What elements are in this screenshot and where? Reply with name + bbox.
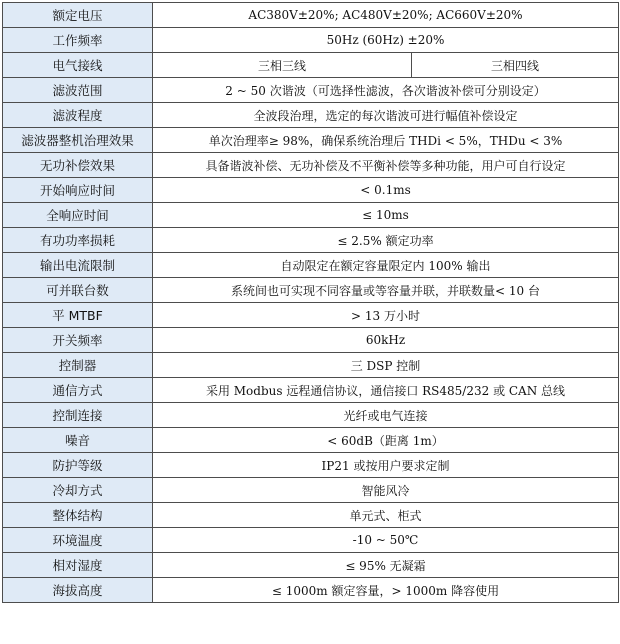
row-label: 噪音 [3,428,153,453]
table-row [3,203,619,228]
row-label: 控制连接 [3,403,153,428]
row-value: 智能风冷 [153,478,619,503]
row-label: 滤波范围 [3,78,153,103]
row-value: 系统间也可实现不同容量或等容量并联，并联数量< 10 台 [153,278,619,303]
row-label: 无功补偿效果 [3,153,153,178]
table-row [3,553,619,578]
table-row [3,478,619,503]
row-label: 有功功率损耗 [3,228,153,253]
row-label: 全响应时间 [3,203,153,228]
row-label: 平 MTBF [3,303,153,328]
table-row [3,428,619,453]
table-row [3,528,619,553]
table-row [3,253,619,278]
row-value: < 60dB（距离 1m） [153,428,619,453]
spec-table [2,2,619,603]
row-value: 50Hz (60Hz) ±20% [153,28,619,53]
row-label: 输出电流限制 [3,253,153,278]
table-row [3,178,619,203]
row-label: 防护等级 [3,453,153,478]
row-value: -10 ~ 50℃ [153,528,619,553]
row-value: < 0.1ms [153,178,619,203]
row-label: 控制器 [3,353,153,378]
table-row [3,28,619,53]
table-row [3,578,619,603]
row-value: > 13 万小时 [153,303,619,328]
table-row [3,353,619,378]
table-row [3,378,619,403]
table-row [3,403,619,428]
row-value: 2 ~ 50 次谐波（可选择性滤波，各次谐波补偿可分别设定） [153,78,619,103]
row-label: 滤波器整机治理效果 [3,128,153,153]
row-value: ≤ 10ms [153,203,619,228]
row-value: 自动限定在额定容量限定内 100% 输出 [153,253,619,278]
row-label: 工作频率 [3,28,153,53]
row-value: 光纤或电气连接 [153,403,619,428]
row-label: 冷却方式 [3,478,153,503]
row-label: 开始响应时间 [3,178,153,203]
row-label: 整体结构 [3,503,153,528]
table-row [3,453,619,478]
row-value: 三 DSP 控制 [153,353,619,378]
table-row [3,78,619,103]
row-value: ≤ 2.5% 额定功率 [153,228,619,253]
row-value: 全波段治理，选定的每次谐波可进行幅值补偿设定 [153,103,619,128]
row-value: 采用 Modbus 远程通信协议，通信接口 RS485/232 或 CAN 总线 [153,378,619,403]
row-label: 环境温度 [3,528,153,553]
row-value: 具备谐波补偿、无功补偿及不平衡补偿等多种功能，用户可自行设定 [153,153,619,178]
row-value-three-phase-three-wire: 三相三线 [153,53,412,78]
table-row [3,278,619,303]
row-label: 电气接线 [3,53,153,78]
table-row [3,128,619,153]
table-row [3,303,619,328]
table-row [3,328,619,353]
row-value: ≤ 95% 无凝霜 [153,553,619,578]
row-value: 60kHz [153,328,619,353]
table-row [3,503,619,528]
row-value: IP21 或按用户要求定制 [153,453,619,478]
row-value: AC380V±20%; AC480V±20%; AC660V±20% [153,3,619,28]
row-label: 海拔高度 [3,578,153,603]
row-value: 单元式、柜式 [153,503,619,528]
row-label: 通信方式 [3,378,153,403]
row-value: ≤ 1000m 额定容量，> 1000m 降容使用 [153,578,619,603]
table-row [3,3,619,28]
table-row [3,228,619,253]
row-label: 滤波程度 [3,103,153,128]
row-label: 开关频率 [3,328,153,353]
table-row [3,103,619,128]
row-label: 可并联台数 [3,278,153,303]
spec-table-container [2,2,618,603]
row-value-three-phase-four-wire: 三相四线 [412,53,619,78]
table-row [3,153,619,178]
table-row [3,53,619,78]
row-label: 相对湿度 [3,553,153,578]
row-label: 额定电压 [3,3,153,28]
row-value: 单次治理率≥ 98%，确保系统治理后 THDi < 5%，THDu < 3% [153,128,619,153]
